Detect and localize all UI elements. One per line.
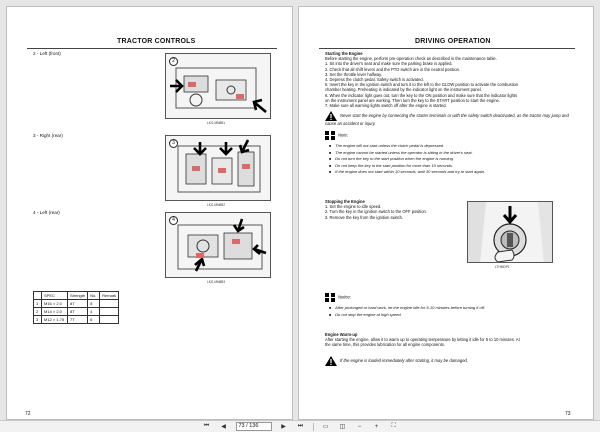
warning-icon [325, 356, 337, 366]
text-line: 3. Set the throttle lever halfway. [325, 71, 383, 77]
list-item: ■ The engine cannot be started unless the operator is sitting in the driver's seat. [329, 150, 569, 157]
table-cell: 1 [34, 300, 42, 308]
text-line: After starting the engine, allow it to warm up to operating temperature by letting it idle for 5 to 10 minutes. At [325, 337, 520, 343]
engine-drawing [166, 54, 271, 119]
note-icon [325, 293, 335, 302]
section-heading: Stopping the Engine [325, 199, 365, 204]
warning-block [325, 356, 575, 366]
table-cell: 8T [68, 308, 88, 316]
zoom-out-icon[interactable]: − [357, 423, 362, 430]
engine-figure-rear-right [165, 135, 271, 201]
table-header-row [34, 292, 119, 300]
starting-section [325, 51, 573, 108]
table-cell: 8T [68, 300, 88, 308]
page-number: 73 [565, 411, 571, 417]
text-line: 1. Set the engine to idle speed. [325, 204, 382, 210]
text-line: 4. Depress the clutch pedal. Safety switch is activated. [325, 77, 424, 83]
warning-block [325, 111, 575, 126]
text-line: 2. Check that all shift levers and the PTO switch are in the neutral position. [325, 66, 461, 72]
figure-label: 4 - Left (rear) [33, 210, 60, 215]
engine-figure-rear-left [165, 212, 271, 278]
figure-number: 3 [169, 139, 178, 148]
previous-page-icon[interactable]: ◀ [221, 424, 226, 430]
page-title: TRACTOR CONTROLS [117, 38, 196, 45]
table-cell: M12 × 1.75 [42, 316, 68, 324]
table-cell: 4 [88, 308, 100, 316]
table-cell: 7T [68, 316, 88, 324]
figure-caption: LKG-MN8B1 [207, 121, 226, 125]
list-item: ■ The engine will not start unless the clutch pedal is depressed. [329, 143, 569, 150]
text-line: 5. Insert the key in the ignition switch and turn it to the left to the GLOW position to activate the combustion [325, 82, 519, 88]
note-icon [325, 131, 335, 140]
section-heading: Starting the Engine [325, 51, 363, 56]
figure-caption: LKG-MN8B3 [207, 280, 226, 284]
engine-drawing [166, 136, 271, 201]
notice-heading [325, 293, 351, 302]
figure-caption: LKG-MN8B2 [207, 203, 226, 207]
two-page-view-icon[interactable]: ◫ [339, 424, 346, 430]
note-bullets [329, 143, 569, 176]
viewer-toolbar [0, 420, 600, 432]
warmup-section [325, 332, 573, 348]
column-header: SPEC [42, 292, 68, 300]
text-line: 6. When the indicator light goes out, turn the key to the ON position and make sure that the indicator lights [325, 92, 518, 98]
engine-drawing [166, 213, 271, 278]
table-cell: M16 × 2.0 [42, 300, 68, 308]
column-header: Strength [68, 292, 88, 300]
table-cell: 6 [88, 316, 100, 324]
title-rule [319, 48, 575, 49]
text-line: chamber heating. Preheating is indicated by the indicator light on the instrument panel. [325, 87, 482, 93]
figure-label: 2 - Left (front) [33, 51, 61, 56]
note-heading [325, 131, 348, 140]
table-cell [100, 308, 119, 316]
right-page [298, 6, 594, 420]
zoom-in-icon[interactable]: + [374, 423, 379, 430]
page-number: 72 [25, 411, 31, 417]
fullscreen-icon[interactable]: ⛶ [391, 423, 396, 429]
stopping-section [325, 199, 475, 220]
table-cell: 8 [88, 300, 100, 308]
text-line: 2. Turn the key in the ignition switch to the OFF position. [325, 209, 427, 215]
table-row [34, 308, 119, 316]
text-line: the same time, this provides lubrication for all engine components. [325, 342, 445, 348]
next-page-icon[interactable]: ▶ [281, 424, 286, 430]
ignition-key-figure [467, 201, 553, 263]
spec-table [33, 291, 119, 324]
table-cell: M14 × 2.0 [42, 308, 68, 316]
last-page-icon[interactable]: ⏭ [297, 423, 304, 429]
section-heading: Engine Warm-up [325, 332, 358, 337]
table-row [34, 300, 119, 308]
figure-caption: LTHMDP1 [495, 265, 510, 269]
figure-number: 2 [169, 57, 178, 66]
figure-label: 3 - Right (rear) [33, 133, 63, 138]
note-label: Note: [338, 132, 349, 138]
left-page [6, 6, 293, 420]
text-line: Before starting the engine, perform pre-operation check as described in the maintenance table. [325, 56, 497, 62]
warning-text: If the engine is loaded immediately after starting, it may be damaged. [340, 358, 469, 364]
table-cell [100, 316, 119, 324]
list-item: ■ Do not stop the engine at high speed. [329, 312, 569, 319]
list-item: ■ Do not keep the key in the start position for more than 10 seconds. [329, 163, 569, 170]
engine-figure-front-left [165, 53, 271, 119]
warning-icon [325, 111, 337, 121]
list-item: ■ If the engine does not start within 10 seconds, wait 30 seconds and try to start again. [329, 169, 569, 176]
list-item: ■ After prolonged or hard work, let the engine idle for 5-10 minutes before turning it off. [329, 305, 569, 312]
text-line: 7. Make sure all warning lights switch off after the engine is started. [325, 103, 447, 109]
toolbar-divider [313, 423, 314, 431]
column-header: No. [88, 292, 100, 300]
warning-text: Never start the engine by connecting the starter terminals or with the safety switch deactivated, as the tractor may jump and cause an accident or injury. [325, 113, 569, 126]
notice-label: Notice: [338, 294, 352, 300]
text-line: on the instrument panel are working. Then turn the key to the START position to start the engine. [325, 97, 500, 103]
list-item: ■ Do not turn the key to the start position when the engine is running. [329, 156, 569, 163]
single-page-view-icon[interactable]: ▭ [322, 424, 329, 430]
title-rule [27, 48, 277, 49]
page-title: DRIVING OPERATION [415, 38, 491, 45]
notice-bullets [329, 305, 569, 318]
first-page-icon[interactable]: ⏮ [203, 423, 210, 429]
ignition-switch-drawing [468, 202, 553, 263]
table-cell: 3 [34, 316, 42, 324]
table-cell: 2 [34, 308, 42, 316]
text-line: 1. Sit into the driver's seat and make sure the parking brake is applied. [325, 61, 453, 67]
table-row [34, 316, 119, 324]
table-cell [100, 300, 119, 308]
column-header: Remark [100, 292, 119, 300]
text-line: 3. Remove the key from the ignition switch. [325, 214, 404, 220]
page-number-input[interactable]: 73 / 136 [236, 422, 272, 431]
figure-number: 4 [169, 216, 178, 225]
column-header [34, 292, 42, 300]
